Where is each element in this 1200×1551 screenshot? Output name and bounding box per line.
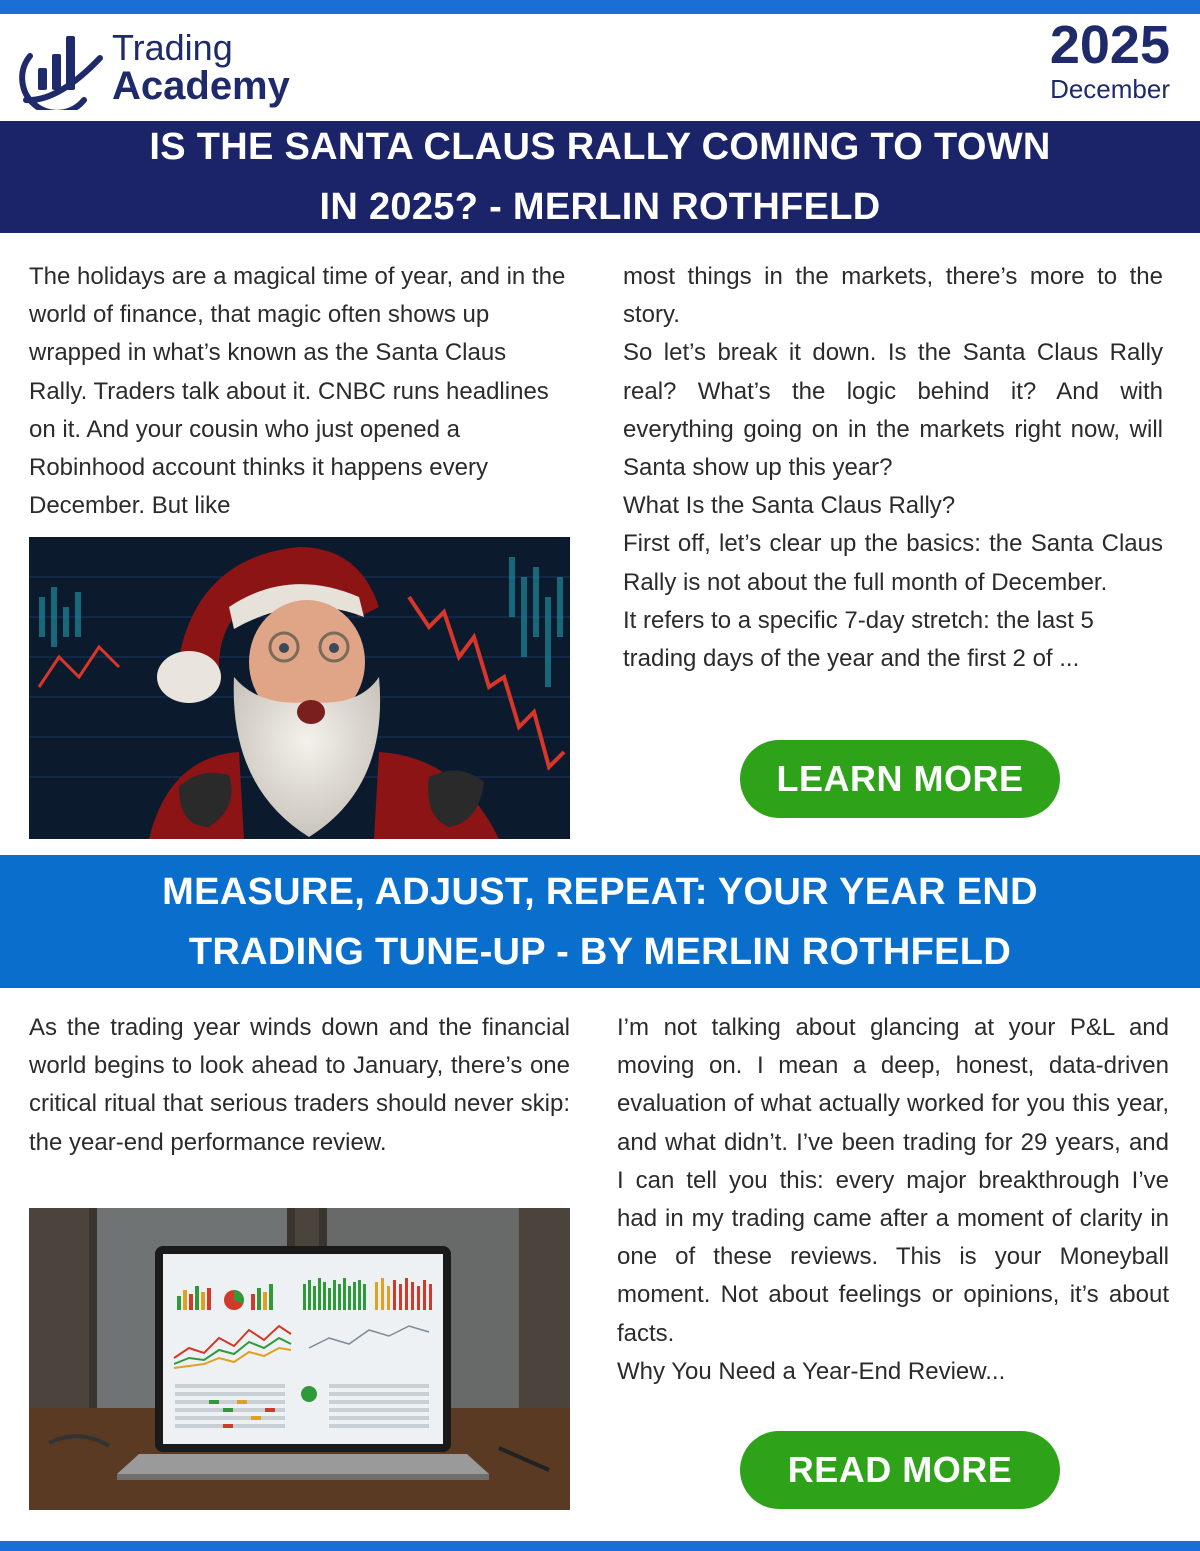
- issue-date: [1049, 15, 1170, 105]
- article2-right-column: [617, 1009, 1169, 1391]
- issue-year: 2025: [1049, 15, 1170, 75]
- article1-title-line1: IS THE SANTA CLAUS RALLY COMING TO TOWN: [149, 126, 1051, 168]
- top-accent-bar: [0, 0, 1200, 14]
- article1-left-column: [29, 258, 570, 525]
- article1-paragraph: So let’s break it down. Is the Santa Claus Rally real? What’s the logic behind it? And with everything going on in the markets right now, will Santa show up this year?: [623, 339, 1163, 482]
- brand-line-1: Trading: [112, 27, 233, 68]
- issue-month: December: [1050, 74, 1170, 104]
- bar-chart-logo-icon: [18, 28, 104, 110]
- article2-paragraph: I’m not talking about glancing at your P&L and moving on. I mean a deep, honest, data-driven evaluation of what actually worked for you this year, and what didn’t. I’ve been trading for 29 years, and I can tell you this: every major breakthrough I’ve had in my trading came after a moment of clarity in one of these reviews. This is your Moneyball moment. Not about feelings or opinions, it’s about facts.: [617, 1014, 1169, 1347]
- brand-line-2: Academy: [112, 64, 290, 108]
- article2-intro-paragraph: As the trading year winds down and the financial world begins to look ahead to January, there’s one critical ritual that serious traders should never skip: the year-end performance review.: [29, 1014, 570, 1156]
- article2-left-column: [29, 1009, 570, 1162]
- article1-intro-paragraph: The holidays are a magical time of year, and in the world of finance, that magic often shows up wrapped in what’s known as the Santa Claus Rally. Traders talk about it. CNBC runs headlines on it. And your cousin who just opened a Robinhood account thinks it happens every December. But like: [29, 263, 566, 520]
- article1-paragraph: First off, let’s clear up the basics: the Santa Claus Rally is not about the full month of December.: [623, 530, 1163, 596]
- article1-paragraph: It refers to a specific 7-day stretch: the last 5 trading days of the year and the first 2 of ...: [623, 606, 1094, 673]
- bottom-accent-bar: [0, 1541, 1200, 1551]
- santa-stock-market-image: [29, 537, 570, 839]
- read-more-button[interactable]: READ MORE: [740, 1431, 1060, 1509]
- article2-title-line1: MEASURE, ADJUST, REPEAT: YOUR YEAR END: [162, 870, 1038, 913]
- article1-title-banner: [0, 121, 1200, 233]
- laptop-trading-dashboard-image: [29, 1208, 570, 1510]
- article1-subheading: What Is the Santa Claus Rally?: [623, 492, 956, 520]
- article2-title-line2: TRADING TUNE-UP - BY MERLIN ROTHFELD: [188, 930, 1012, 973]
- article1-title-line2: IN 2025? - MERLIN ROTHFELD: [319, 186, 881, 228]
- article1-paragraph: most things in the markets, there’s more to the story.: [623, 263, 1163, 329]
- article2-subheading: Why You Need a Year-End Review...: [617, 1357, 1006, 1385]
- learn-more-button[interactable]: LEARN MORE: [740, 740, 1060, 818]
- article1-right-column: [623, 258, 1163, 678]
- article2-title-banner: [0, 855, 1200, 988]
- trading-academy-logo[interactable]: [18, 28, 318, 110]
